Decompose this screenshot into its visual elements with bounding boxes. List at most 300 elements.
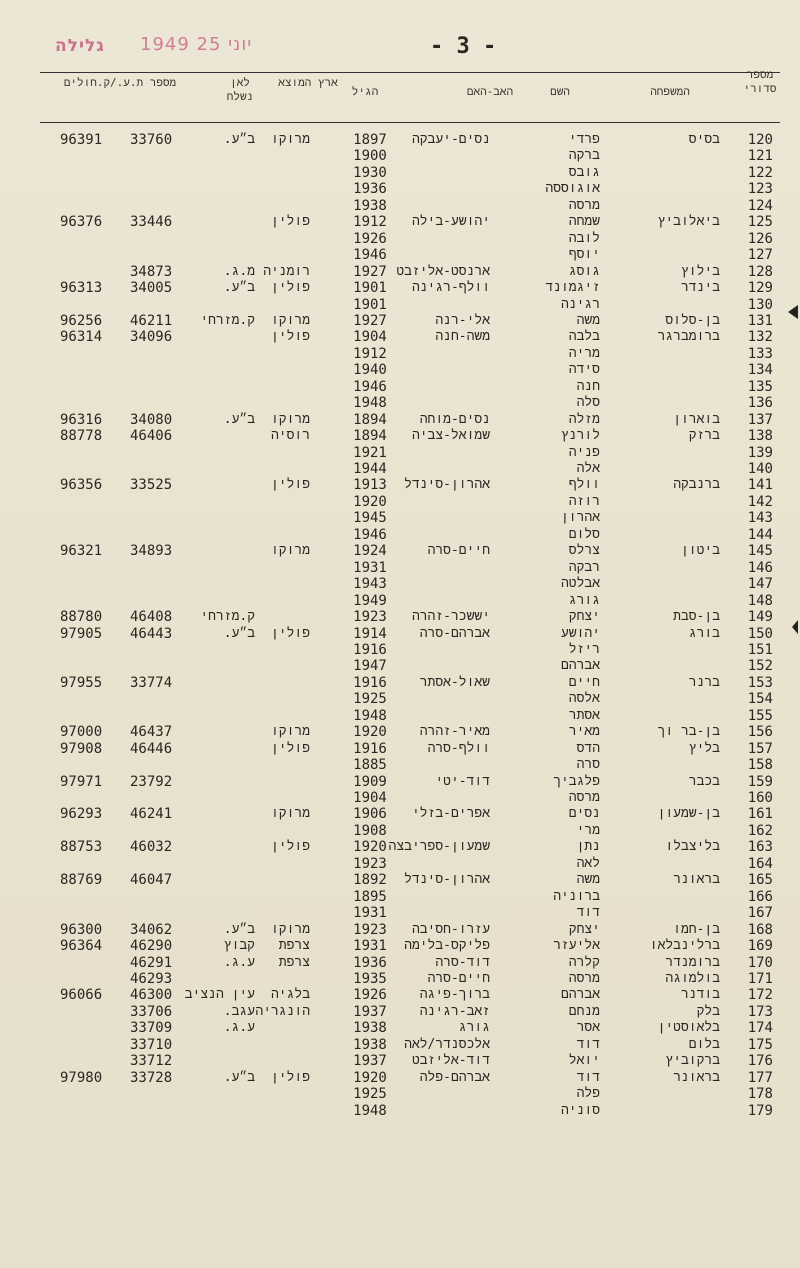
row-serial: 162 (747, 822, 773, 839)
header-name: השם (550, 85, 570, 98)
row-number: 33709 (130, 1020, 173, 1037)
row-year: 1920 (353, 839, 387, 856)
row-name: יוסף (568, 247, 600, 263)
row-name: מריה (568, 345, 600, 361)
row-id-number: 96391 (60, 132, 103, 148)
row-name: משה (576, 872, 600, 888)
row-serial: 136 (747, 395, 773, 412)
row-name: צרלס (568, 543, 600, 559)
row-number: 33525 (130, 477, 173, 494)
row-family: בראונר (673, 872, 720, 888)
table-row (0, 757, 800, 773)
row-name: מרי (576, 822, 600, 838)
row-name: הדס (576, 740, 600, 756)
row-name: אליעזר (553, 938, 600, 954)
row-serial: 129 (747, 280, 773, 297)
row-id-number: 96256 (60, 312, 103, 329)
row-parents: אלכסנדר/לאה (404, 1036, 490, 1052)
table-row (0, 1020, 800, 1036)
row-family: ברלינבלאו (649, 938, 720, 954)
row-serial: 146 (747, 559, 773, 576)
row-country: פולין (270, 839, 310, 855)
row-serial: 142 (747, 493, 773, 510)
table-row (0, 658, 800, 674)
table-row (0, 247, 800, 263)
row-name: יצחק (568, 921, 600, 937)
row-family: בן-סבת (673, 609, 720, 625)
row-id-number: 96376 (60, 214, 103, 231)
table-row (0, 823, 800, 839)
table-row (0, 477, 800, 493)
row-name: פלגביך (553, 773, 600, 789)
row-year: 1946 (353, 378, 387, 395)
row-parents: שמואל-צביה (411, 428, 490, 444)
row-serial: 133 (747, 345, 773, 362)
row-id-number: 97000 (60, 724, 103, 741)
table-row (0, 132, 800, 148)
row-year: 1931 (353, 938, 387, 955)
row-country: מרוקו (270, 132, 310, 147)
row-serial: 120 (747, 132, 773, 148)
row-family: בן-בר וך (657, 724, 720, 740)
row-serial: 169 (747, 938, 773, 955)
row-serial: 158 (747, 757, 773, 774)
row-parents: שמעון-ספריבצה (388, 839, 490, 855)
row-serial: 128 (747, 263, 773, 280)
row-number: 33760 (130, 132, 173, 148)
row-year: 1913 (353, 477, 387, 494)
row-parents: ארנסט-אליזבט (396, 263, 490, 279)
table-row (0, 724, 800, 740)
table-row (0, 1037, 800, 1053)
header-top-rule (40, 72, 780, 73)
table-row (0, 922, 800, 938)
row-number: 46446 (130, 740, 173, 757)
row-serial: 176 (747, 1053, 773, 1070)
table-row (0, 708, 800, 724)
row-number: 33712 (130, 1053, 173, 1070)
row-name: פרדי (568, 132, 600, 147)
row-number: 46437 (130, 724, 173, 741)
row-serial: 161 (747, 806, 773, 823)
row-id-number: 96356 (60, 477, 103, 494)
row-number: 46406 (130, 428, 173, 445)
row-number: 46290 (130, 938, 173, 955)
table-row (0, 905, 800, 921)
row-serial: 152 (747, 658, 773, 675)
row-country: צרפת (278, 938, 310, 954)
row-parents: דוד-יטי (435, 773, 490, 789)
row-name: אלסה (568, 691, 600, 707)
row-parents: יהושע-בילה (411, 214, 490, 230)
row-parents: אלי-רנה (435, 312, 490, 328)
row-name: משה (576, 312, 600, 328)
row-number: 46293 (130, 970, 173, 987)
table-row (0, 527, 800, 543)
row-serial: 145 (747, 543, 773, 560)
row-year: 1946 (353, 247, 387, 264)
row-serial: 148 (747, 592, 773, 609)
table-row (0, 181, 800, 197)
row-serial: 122 (747, 164, 773, 181)
row-country: פולין (270, 329, 310, 345)
row-parents: אפרים-בזלי (411, 806, 490, 822)
row-name: נתן (576, 839, 600, 855)
header-bottom-rule (40, 122, 780, 123)
table-row (0, 1086, 800, 1102)
row-id-number: 88778 (60, 428, 103, 445)
row-year: 1904 (353, 790, 387, 806)
table-row (0, 445, 800, 461)
row-serial: 164 (747, 855, 773, 872)
table-row (0, 198, 800, 214)
header-age: הגיל (351, 85, 379, 98)
row-year: 1901 (353, 280, 387, 297)
row-id-number: 96321 (60, 543, 103, 560)
table-row (0, 148, 800, 164)
row-number: 33728 (130, 1069, 173, 1086)
row-name: אסתר (568, 707, 600, 723)
row-year: 1949 (353, 592, 387, 609)
row-year: 1916 (353, 674, 387, 691)
row-year: 1937 (353, 1053, 387, 1070)
row-number: 46211 (130, 312, 173, 329)
row-id-number: 97980 (60, 1069, 103, 1086)
row-family: בלאוסטין (657, 1020, 720, 1036)
header-family: המשפחה (650, 85, 690, 98)
row-family: בורג (688, 625, 720, 641)
row-name: גוסג (568, 263, 600, 279)
row-name: פניה (568, 444, 600, 460)
row-serial: 154 (747, 691, 773, 708)
row-year: 1948 (353, 707, 387, 724)
row-serial: 130 (747, 296, 773, 313)
table-row (0, 461, 800, 477)
row-serial: 165 (747, 872, 773, 889)
row-number: 46443 (130, 625, 173, 642)
row-parents: חיים-סרה (427, 543, 490, 559)
row-parents: וולף-רגינה (411, 280, 490, 296)
row-name: מרסה (568, 197, 600, 213)
row-parents: גורג (458, 1020, 490, 1036)
row-id-number: 97908 (60, 740, 103, 757)
row-sent-to: קבוץ (223, 938, 255, 954)
row-number: 34062 (130, 921, 173, 938)
row-family: בולמוגה (665, 970, 720, 986)
margin-arrow-marker (792, 620, 798, 634)
row-year: 1924 (353, 543, 387, 560)
table-row (0, 510, 800, 526)
row-serial: 123 (747, 181, 773, 198)
row-year: 1895 (353, 888, 387, 905)
row-serial: 172 (747, 987, 773, 1004)
row-year: 1935 (353, 970, 387, 987)
row-family: בודנר (680, 987, 720, 1003)
table-row (0, 955, 800, 971)
page-number: - 3 - (430, 34, 497, 59)
row-year: 1947 (353, 658, 387, 675)
header-parent: האב-האם (466, 85, 514, 98)
row-serial: 178 (747, 1086, 773, 1103)
row-year: 1923 (353, 609, 387, 626)
row-serial: 140 (747, 461, 773, 477)
table-row (0, 609, 800, 625)
row-name: ריזל (568, 641, 600, 657)
row-name: לובה (568, 230, 600, 246)
row-family: ברנר (688, 674, 720, 690)
row-family: בליצבלו (665, 839, 720, 855)
row-name: אוגוססה (545, 181, 600, 197)
margin-arrow-marker (788, 305, 798, 319)
table-row (0, 1004, 800, 1020)
row-country: מרוקו (270, 724, 310, 740)
row-family: בינדר (680, 280, 720, 296)
row-serial: 144 (747, 526, 773, 543)
row-serial: 157 (747, 740, 773, 757)
row-country: פולין (270, 214, 310, 230)
row-number: 46291 (130, 954, 173, 971)
row-id-number: 97955 (60, 674, 103, 691)
row-name: סלום (568, 526, 600, 542)
row-serial: 159 (747, 773, 773, 790)
row-name: פלה (576, 1086, 600, 1102)
row-family: בליץ (688, 740, 720, 756)
row-number: 34873 (130, 263, 173, 280)
row-id-number: 96300 (60, 921, 103, 938)
row-id-number: 96293 (60, 806, 103, 823)
row-parents: נסים-מוחה (419, 411, 490, 427)
row-sent-to: ב״ע. (223, 625, 255, 641)
row-sent-to: עין הנציב (184, 987, 255, 1003)
row-country: מרוקו (270, 543, 310, 559)
row-country: רומניה (263, 263, 310, 279)
table-row (0, 987, 800, 1003)
row-number: 33446 (130, 214, 173, 231)
table-row (0, 839, 800, 855)
row-year: 1931 (353, 559, 387, 576)
row-country: פולין (270, 280, 310, 296)
row-name: מזלה (568, 411, 600, 427)
row-sent-to: ק.מזרחי (200, 609, 255, 625)
row-name: קלרה (568, 954, 600, 970)
table-row (0, 626, 800, 642)
row-year: 1945 (353, 510, 387, 527)
row-year: 1901 (353, 296, 387, 313)
row-year: 1927 (353, 263, 387, 280)
row-parents: נסים-יעבקה (411, 132, 490, 147)
row-number: 46408 (130, 609, 173, 626)
row-family: בראונר (673, 1069, 720, 1085)
row-name: אברהם (560, 987, 600, 1003)
row-year: 1914 (353, 625, 387, 642)
row-name: מנחם (568, 1003, 600, 1019)
row-country: מרוקו (270, 921, 310, 937)
table-row (0, 346, 800, 362)
row-number: 33706 (130, 1003, 173, 1020)
row-year: 1906 (353, 806, 387, 823)
row-serial: 137 (747, 411, 773, 428)
row-parents: יששכר-זהרה (411, 609, 490, 625)
row-sent-to: ע.ג. (223, 954, 255, 970)
table-row (0, 214, 800, 230)
row-year: 1885 (353, 757, 387, 774)
row-year: 1904 (353, 329, 387, 346)
table-row (0, 313, 800, 329)
row-name: מאיר (568, 724, 600, 740)
table-row (0, 806, 800, 822)
row-family: בסיס (688, 132, 720, 147)
row-year: 1946 (353, 526, 387, 543)
row-serial: 141 (747, 477, 773, 494)
table-row (0, 1053, 800, 1069)
row-country: מרוקו (270, 312, 310, 328)
row-country: צרפת (278, 954, 310, 970)
row-serial: 151 (747, 641, 773, 658)
row-year: 1938 (353, 1020, 387, 1037)
table-row (0, 231, 800, 247)
row-year: 1920 (353, 724, 387, 741)
header-numbers: מספר ת.ע./ק.חולים (63, 76, 177, 89)
row-year: 1926 (353, 987, 387, 1004)
row-name: דוד (576, 905, 600, 921)
row-sent-to: ב״ע. (223, 280, 255, 296)
table-row (0, 774, 800, 790)
row-family: בן-חמו (673, 921, 720, 937)
row-serial: 127 (747, 247, 773, 264)
row-name: גובס (568, 164, 600, 180)
row-name: מרסה (568, 970, 600, 986)
row-year: 1943 (353, 576, 387, 593)
row-year: 1936 (353, 181, 387, 198)
row-parents: משה-חנה (435, 329, 490, 345)
row-year: 1940 (353, 362, 387, 379)
row-serial: 177 (747, 1069, 773, 1086)
row-name: סרה (576, 757, 600, 773)
row-family: ברזק (688, 428, 720, 444)
table-row (0, 642, 800, 658)
row-sent-to: ב״ע. (223, 132, 255, 147)
row-sent-to: ע.ג. (223, 1020, 255, 1036)
row-name: גורג (568, 592, 600, 608)
table-row (0, 691, 800, 707)
row-family: בן-סלוס (665, 312, 720, 328)
row-serial: 175 (747, 1036, 773, 1053)
row-serial: 170 (747, 954, 773, 971)
row-country: פולין (270, 625, 310, 641)
table-row (0, 297, 800, 313)
row-serial: 124 (747, 197, 773, 214)
row-year: 1930 (353, 164, 387, 181)
table-row (0, 329, 800, 345)
row-number: 46300 (130, 987, 173, 1004)
row-id-number: 88753 (60, 839, 103, 856)
row-family: ביטון (680, 543, 720, 559)
row-serial: 131 (747, 312, 773, 329)
row-year: 1927 (353, 312, 387, 329)
table-row (0, 264, 800, 280)
row-sent-to: עגב. (223, 1003, 255, 1019)
row-parents: אברהם-פלה (419, 1069, 490, 1085)
row-sent-to: מ.ג. (223, 263, 255, 279)
row-serial: 125 (747, 214, 773, 231)
row-name: סלה (576, 395, 600, 411)
row-country: פולין (270, 477, 310, 493)
row-country: הונגריה (255, 1003, 310, 1019)
row-name: אברהם (560, 658, 600, 674)
row-family: בלק (696, 1003, 720, 1019)
header-serial: מספר סדורי (743, 68, 777, 95)
row-year: 1916 (353, 740, 387, 757)
row-name: חיים (568, 674, 600, 690)
row-id-number: 97905 (60, 625, 103, 642)
row-number: 46047 (130, 872, 173, 889)
row-name: בלבה (568, 329, 600, 345)
row-serial: 143 (747, 510, 773, 527)
row-name: אהרון (560, 510, 600, 526)
row-name: דוד (576, 1069, 600, 1085)
row-name: יהושע (560, 625, 600, 641)
row-country: בלגיה (270, 987, 310, 1003)
row-year: 1938 (353, 197, 387, 214)
table-row (0, 428, 800, 444)
table-row (0, 280, 800, 296)
row-year: 1925 (353, 691, 387, 708)
row-name: מרסה (568, 790, 600, 805)
row-name: ברוניה (553, 888, 600, 904)
row-parents: מאיר-זהרה (419, 724, 490, 740)
row-number: 34096 (130, 329, 173, 346)
row-year: 1900 (353, 148, 387, 165)
row-family: בילוץ (680, 263, 720, 279)
row-sent-to: ב״ע. (223, 411, 255, 427)
table-row (0, 576, 800, 592)
row-year: 1897 (353, 132, 387, 148)
row-serial: 160 (747, 790, 773, 806)
row-country: פולין (270, 740, 310, 756)
row-name: אבלטה (560, 576, 600, 592)
table-row (0, 165, 800, 181)
row-id-number: 96066 (60, 987, 103, 1004)
table-row (0, 362, 800, 378)
row-name: נסים (568, 806, 600, 822)
row-year: 1944 (353, 461, 387, 477)
row-country: רוסיה (270, 428, 310, 444)
row-name: דוד (576, 1036, 600, 1052)
row-sent-to: ב״ע. (223, 921, 255, 937)
date-stamp: 1949 יוני 25 (140, 34, 253, 55)
row-serial: 121 (747, 148, 773, 165)
table-row (0, 872, 800, 888)
row-id-number: 96316 (60, 411, 103, 428)
row-parents: וולף-סרה (427, 740, 490, 756)
row-year: 1931 (353, 905, 387, 922)
row-family: ביאלוביץ (657, 214, 720, 230)
row-name: אסר (576, 1020, 600, 1036)
row-name: שמחה (568, 214, 600, 230)
table-row (0, 560, 800, 576)
row-id-number: 96313 (60, 280, 103, 297)
row-year: 1923 (353, 921, 387, 938)
row-family: ברקוביץ (665, 1053, 720, 1069)
row-parents: אהרון-סינדל (404, 477, 490, 493)
row-year: 1948 (353, 395, 387, 412)
row-serial: 132 (747, 329, 773, 346)
table-row (0, 971, 800, 987)
row-name: לורנץ (560, 428, 600, 444)
table-row (0, 889, 800, 905)
table-row (0, 856, 800, 872)
row-serial: 150 (747, 625, 773, 642)
